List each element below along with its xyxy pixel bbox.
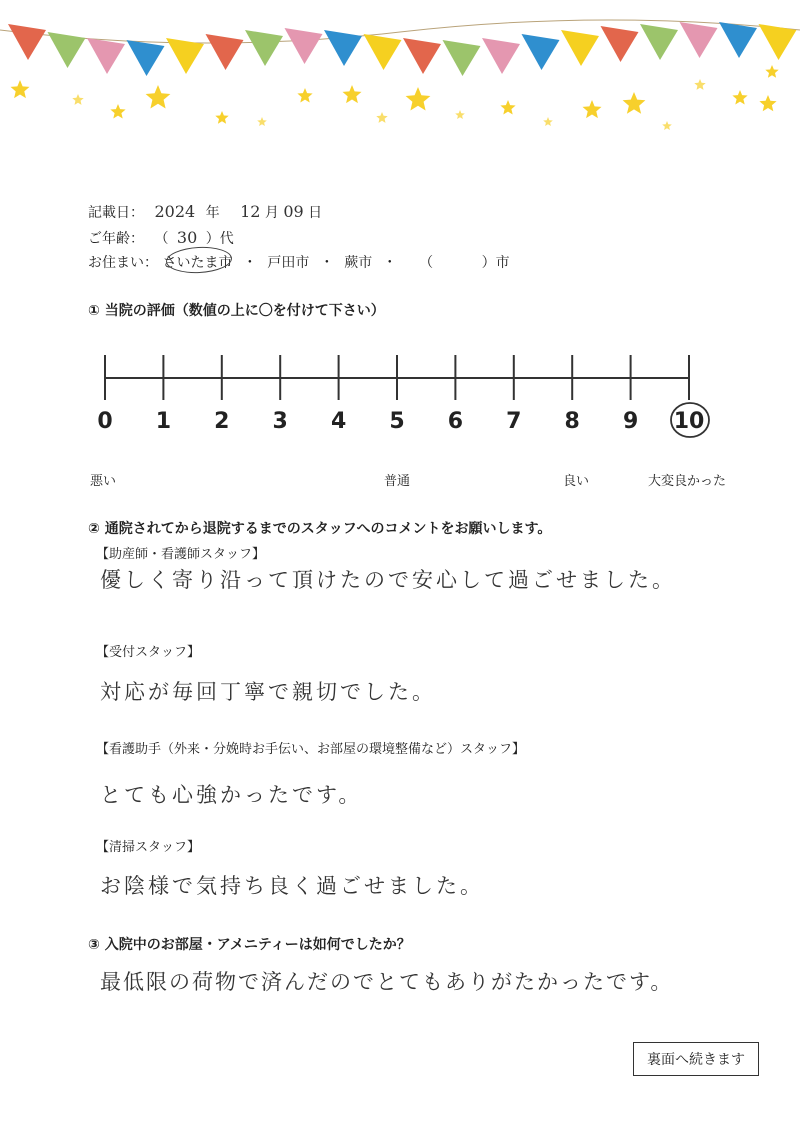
scale-number[interactable]: 3 xyxy=(272,409,288,434)
age-label: ご年齢： xyxy=(88,231,144,247)
scale-number[interactable]: 2 xyxy=(214,409,230,434)
bunting-flag xyxy=(403,38,441,74)
star-icon xyxy=(694,79,705,90)
comment-assistant: とても心強かったです。 xyxy=(100,783,363,807)
bunting-string xyxy=(0,20,800,43)
star-icon xyxy=(297,88,312,103)
bunting-flag xyxy=(285,28,323,64)
bunting-flag xyxy=(87,38,125,74)
bunting-flag xyxy=(482,38,520,74)
scale-number[interactable]: 4 xyxy=(330,409,347,434)
age-row xyxy=(88,228,234,248)
star-icon xyxy=(765,65,778,78)
date-label: 記載日： xyxy=(88,205,144,221)
separator: ・ xyxy=(382,255,397,271)
label-good: 良い xyxy=(563,474,590,489)
year-unit: 年 xyxy=(205,205,220,221)
residence-option-toda[interactable]: 戸田市 xyxy=(267,255,310,271)
residence-other-close[interactable]: ）市 xyxy=(481,255,510,271)
bunting-flag xyxy=(759,24,797,60)
bunting-flag xyxy=(561,30,599,66)
star-icon xyxy=(732,90,747,105)
label-normal: 普通 xyxy=(384,474,411,489)
bunting-flag xyxy=(206,34,244,70)
residence-option-saitama[interactable]: さいたま市 xyxy=(162,255,233,271)
residence-row xyxy=(88,252,510,272)
age-close: ）代 xyxy=(205,231,234,247)
star-icon xyxy=(543,117,553,126)
scale-number[interactable]: 5 xyxy=(389,409,405,434)
section1-title: ① 当院の評価（数値の上に〇を付けて下さい） xyxy=(88,303,385,319)
comment-room-amenity: 最低限の荷物で済んだのでとてもありがたかったです。 xyxy=(100,970,674,994)
star-decorations xyxy=(11,65,779,130)
day-unit: 日 xyxy=(308,205,323,221)
bunting-flags xyxy=(0,20,800,76)
bunting-flag xyxy=(443,40,481,76)
section2-title: ② 通院されてから退院するまでのスタッフへのコメントをお願いします。 xyxy=(88,521,552,537)
scale-number[interactable]: 9 xyxy=(622,409,639,434)
star-icon xyxy=(583,100,602,118)
star-icon xyxy=(500,100,515,115)
star-icon xyxy=(759,95,776,111)
bunting-flag xyxy=(640,24,678,60)
star-icon xyxy=(455,110,465,119)
star-icon xyxy=(662,121,672,130)
label-bad: 悪い xyxy=(90,474,117,489)
scale-number[interactable]: 6 xyxy=(447,409,464,434)
comment-reception: 対応が毎回丁寧で親切でした。 xyxy=(100,680,436,704)
star-icon xyxy=(376,112,387,123)
age-open: （ xyxy=(154,231,169,247)
comment-nurse: 優しく寄り沿って頂けたので安心して過ごせました。 xyxy=(100,568,676,592)
star-icon xyxy=(110,104,125,119)
staff-header-assistant: 【看護助手（外来・分娩時お手伝い、お部屋の環境整備など）スタッフ】 xyxy=(96,742,526,757)
residence-option-warabi[interactable]: 蕨市 xyxy=(344,255,373,271)
bunting-flag xyxy=(680,22,718,58)
scale-number[interactable]: 8 xyxy=(564,409,580,434)
bunting-flag xyxy=(8,24,46,60)
staff-header-nurse: 【助産師・看護師スタッフ】 xyxy=(96,547,266,562)
scale-number[interactable]: 1 xyxy=(155,409,172,434)
bunting-flag xyxy=(245,30,283,66)
bunting-flag xyxy=(364,34,402,70)
scale-number[interactable]: 10 xyxy=(673,409,705,434)
bunting-flag xyxy=(522,34,560,70)
scale-number[interactable]: 7 xyxy=(506,409,522,434)
separator: ・ xyxy=(319,255,334,271)
month-unit: 月 xyxy=(264,205,279,221)
star-icon xyxy=(11,80,30,98)
residence-label: お住まい： xyxy=(88,255,158,271)
age-value: 30 xyxy=(176,228,198,247)
bunting-decoration xyxy=(0,0,800,150)
continue-on-back-label: 裏面へ続きます xyxy=(633,1042,759,1076)
date-row xyxy=(88,202,322,222)
star-icon xyxy=(257,117,267,126)
staff-header-cleaning: 【清掃スタッフ】 xyxy=(96,840,201,855)
date-day: 09 xyxy=(283,202,304,221)
comment-cleaning: お陰様で気持ち良く過ごせました。 xyxy=(100,874,484,898)
bunting-flag xyxy=(166,38,204,74)
bunting-flag xyxy=(719,22,757,58)
bunting-flag xyxy=(127,40,165,76)
star-icon xyxy=(72,94,83,105)
residence-other-open: （ xyxy=(419,255,434,271)
date-year: 2024 xyxy=(154,202,196,221)
separator: ・ xyxy=(242,255,257,271)
star-icon xyxy=(215,111,228,124)
bunting-flag xyxy=(48,32,86,68)
date-month: 12 xyxy=(240,202,261,221)
section3-title: ③ 入院中のお部屋・アメニティーは如何でしたか？ xyxy=(88,937,411,953)
star-icon xyxy=(623,92,646,114)
staff-header-reception: 【受付スタッフ】 xyxy=(96,645,201,660)
bunting-flag xyxy=(601,26,639,62)
scale-number[interactable]: 0 xyxy=(97,409,113,434)
bunting-flag xyxy=(324,30,362,66)
label-very-good: 大変良かった xyxy=(648,474,727,489)
rating-scale xyxy=(0,340,800,450)
star-icon xyxy=(343,85,362,103)
star-icon xyxy=(406,87,431,111)
star-icon xyxy=(146,85,171,109)
